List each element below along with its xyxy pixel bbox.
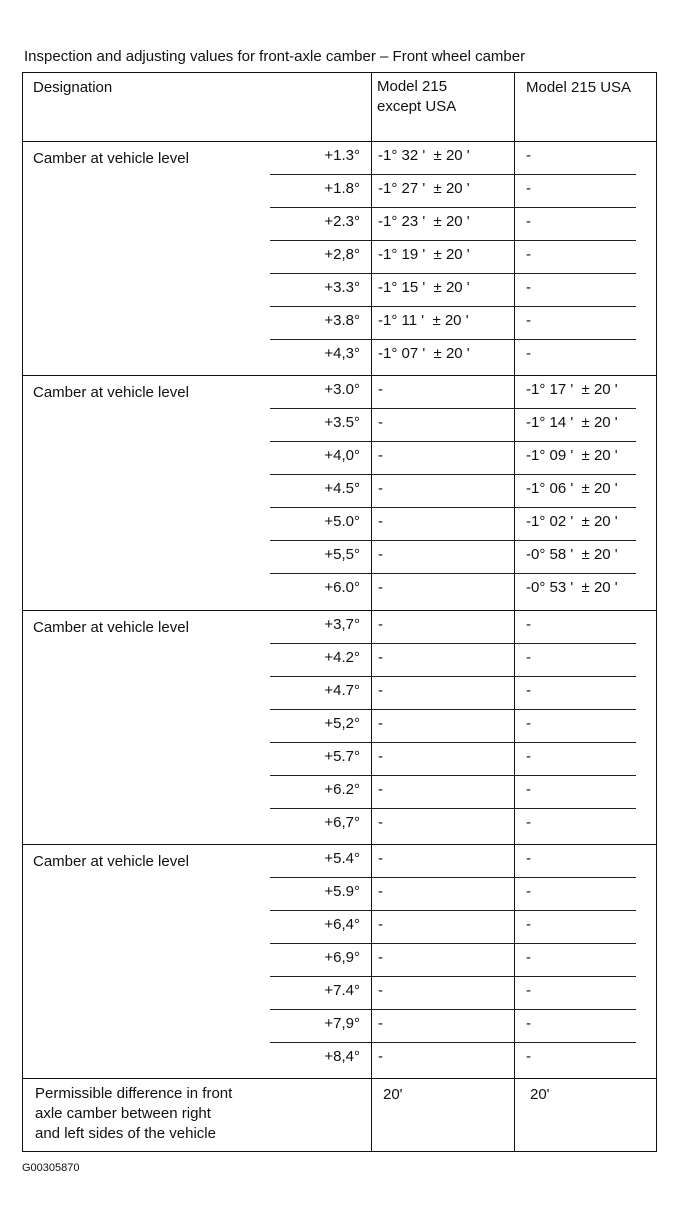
table-row [23,808,636,841]
camber-value-usa: - [526,312,531,329]
camber-value-except-usa: -1° 23 ' ± 20 ' [378,213,470,230]
group-label: Camber at vehicle level [33,853,189,870]
camber-value-except-usa: - [378,579,383,596]
camber-value-except-usa: -1° 27 ' ± 20 ' [378,180,470,197]
camber-value-usa: - [526,982,531,999]
camber-value-except-usa: -1° 32 ' ± 20 ' [378,147,470,164]
camber-value-usa: - [526,916,531,933]
header-model-usa: Model 215 USA [526,79,632,96]
header-model-except-usa: Model 215 except USA [377,78,457,115]
camber-value-except-usa: - [378,916,383,933]
camber-value-usa: -1° 14 ' ± 20 ' [526,414,618,431]
vehicle-level-value: +5.4° [324,850,360,867]
camber-value-except-usa: - [378,414,383,431]
vehicle-level-value: +3.0° [324,381,360,398]
camber-value-usa: -1° 06 ' ± 20 ' [526,480,618,497]
vehicle-level-value: +3.5° [324,414,360,431]
group-label: Camber at vehicle level [33,384,189,401]
vehicle-level-value: +5,5° [324,546,360,563]
table-row [23,339,636,372]
vehicle-level-value: +2,8° [324,246,360,263]
camber-value-except-usa: - [378,513,383,530]
camber-value-usa: -0° 58 ' ± 20 ' [526,546,618,563]
vehicle-level-value: +5.9° [324,883,360,900]
table-row [23,676,636,709]
table-row [23,742,636,775]
table-row [23,507,636,540]
vehicle-level-value: +8,4° [324,1048,360,1065]
camber-value-usa: - [526,180,531,197]
page-title: Inspection and adjusting values for front-axle camber – Front wheel camber [24,48,526,65]
camber-value-except-usa: - [378,447,383,464]
table-row [23,273,636,306]
group-label: Camber at vehicle level [33,150,189,167]
table-row [23,174,636,207]
vehicle-level-value: +2.3° [324,213,360,230]
camber-value-usa: - [526,147,531,164]
group-label: Camber at vehicle level [33,619,189,636]
camber-value-except-usa: - [378,850,383,867]
camber-value-usa: - [526,883,531,900]
camber-value-except-usa: -1° 07 ' ± 20 ' [378,345,470,362]
camber-value-usa: - [526,616,531,633]
table-row [23,207,636,240]
vehicle-level-value: +6.0° [324,579,360,596]
camber-value-usa: - [526,1048,531,1065]
vehicle-level-value: +5,2° [324,715,360,732]
table-row [23,375,636,408]
header-designation: Designation [33,79,113,96]
camber-value-except-usa: - [378,883,383,900]
figure-id: G00305870 [22,1162,80,1174]
camber-value-usa: -0° 53 ' ± 20 ' [526,579,618,596]
vehicle-level-value: +7,9° [324,1015,360,1032]
camber-value-usa: - [526,781,531,798]
vehicle-level-value: +3,7° [324,616,360,633]
camber-value-except-usa: -1° 11 ' ± 20 ' [378,312,469,329]
permissible-value-usa: 20' [530,1086,550,1103]
table-row [23,610,636,643]
table-row [23,976,636,1009]
table-row [23,844,636,877]
camber-value-except-usa: - [378,381,383,398]
table-row [23,1042,636,1075]
table-row [23,573,636,606]
vehicle-level-value: +4,3° [324,345,360,362]
camber-value-usa: -1° 17 ' ± 20 ' [526,381,618,398]
table-row [23,1009,636,1042]
camber-value-usa: - [526,682,531,699]
table-row [23,441,636,474]
permissible-value-except-usa: 20' [383,1086,403,1103]
camber-value-except-usa: - [378,1048,383,1065]
vehicle-level-value: +6.2° [324,781,360,798]
camber-value-except-usa: - [378,982,383,999]
vehicle-level-value: +4.5° [324,480,360,497]
camber-table [22,72,657,1152]
vehicle-level-value: +4.2° [324,649,360,666]
camber-value-except-usa: - [378,1015,383,1032]
camber-value-except-usa: - [378,616,383,633]
vehicle-level-value: +4,0° [324,447,360,464]
camber-value-except-usa: - [378,715,383,732]
camber-value-usa: - [526,649,531,666]
camber-value-usa: - [526,1015,531,1032]
camber-value-usa: -1° 09 ' ± 20 ' [526,447,618,464]
camber-value-usa: - [526,850,531,867]
camber-value-except-usa: - [378,781,383,798]
table-row [23,240,636,273]
table-row [23,877,636,910]
table-row [23,474,636,507]
vehicle-level-value: +6,9° [324,949,360,966]
vehicle-level-value: +7.4° [324,982,360,999]
camber-value-usa: - [526,748,531,765]
camber-value-usa: - [526,345,531,362]
camber-value-except-usa: - [378,649,383,666]
camber-value-except-usa: - [378,480,383,497]
camber-value-usa: - [526,949,531,966]
camber-value-except-usa: - [378,682,383,699]
table-row [23,141,636,174]
camber-value-usa: -1° 02 ' ± 20 ' [526,513,618,530]
vehicle-level-value: +3.3° [324,279,360,296]
camber-value-except-usa: - [378,748,383,765]
vehicle-level-value: +4.7° [324,682,360,699]
table-row [23,943,636,976]
table-row [23,540,636,573]
table-row [23,775,636,808]
table-row [23,709,636,742]
camber-value-usa: - [526,279,531,296]
camber-value-usa: - [526,246,531,263]
vehicle-level-value: +5.7° [324,748,360,765]
camber-value-except-usa: - [378,814,383,831]
camber-value-except-usa: -1° 15 ' ± 20 ' [378,279,470,296]
camber-value-except-usa: - [378,949,383,966]
table-row [23,910,636,943]
table-row [23,408,636,441]
camber-value-usa: - [526,715,531,732]
vehicle-level-value: +1.8° [324,180,360,197]
vehicle-level-value: +3.8° [324,312,360,329]
row-divider [23,1078,656,1079]
camber-value-usa: - [526,213,531,230]
permissible-label: Permissible difference in front axle camber between right and left sides of the vehicle [35,1085,233,1142]
camber-value-usa: - [526,814,531,831]
vehicle-level-value: +1.3° [324,147,360,164]
table-row [23,306,636,339]
vehicle-level-value: +6,7° [324,814,360,831]
vehicle-level-value: +6,4° [324,916,360,933]
camber-value-except-usa: -1° 19 ' ± 20 ' [378,246,470,263]
vehicle-level-value: +5.0° [324,513,360,530]
table-row [23,643,636,676]
camber-value-except-usa: - [378,546,383,563]
